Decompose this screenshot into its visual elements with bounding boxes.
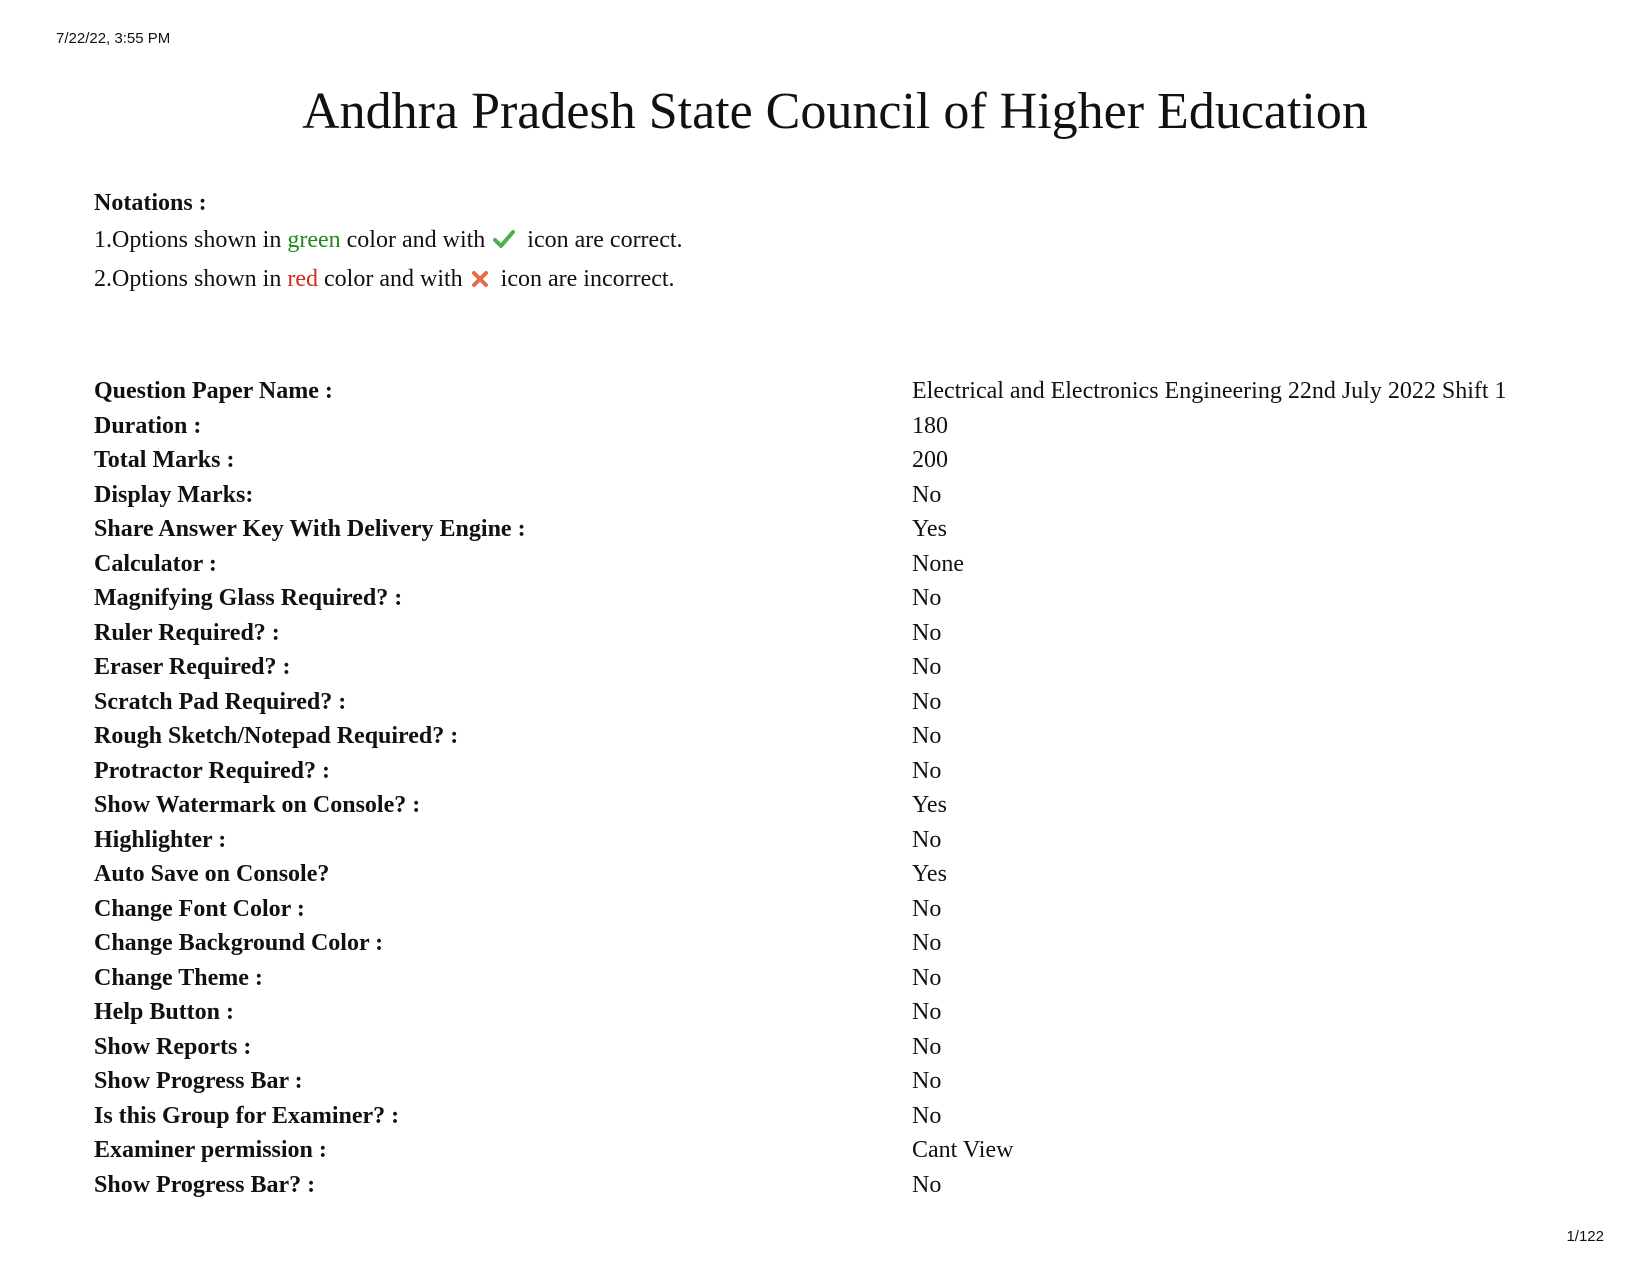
info-row xyxy=(94,478,1507,513)
info-value: No xyxy=(912,619,942,646)
info-value: No xyxy=(912,481,942,508)
info-label: Show Watermark on Console? : xyxy=(94,792,421,818)
info-value: 200 xyxy=(912,447,948,473)
notations-heading: Notations : xyxy=(94,190,207,216)
notation-correct-prefix: 1.Options shown in xyxy=(94,227,288,253)
info-row xyxy=(94,547,1507,582)
info-row xyxy=(94,995,1507,1030)
info-row xyxy=(94,857,1507,892)
info-label: Calculator : xyxy=(94,550,217,577)
page-number: 1/122 xyxy=(1566,1228,1604,1245)
info-row xyxy=(94,1168,1507,1203)
info-row xyxy=(94,1064,1507,1099)
print-datetime: 7/22/22, 3:55 PM xyxy=(56,30,171,47)
info-row xyxy=(94,443,1507,478)
info-label: Duration : xyxy=(94,412,202,439)
info-value: Yes xyxy=(912,861,947,887)
info-label: Ruler Required? : xyxy=(94,619,280,646)
info-value: None xyxy=(912,550,964,577)
info-label: Show Progress Bar? : xyxy=(94,1171,316,1198)
info-label: Magnifying Glass Required? : xyxy=(94,585,403,611)
green-color-word: green xyxy=(287,227,341,253)
notation-incorrect xyxy=(94,261,683,300)
info-value: No xyxy=(912,585,942,611)
info-row xyxy=(94,409,1507,444)
info-row xyxy=(94,1133,1507,1168)
info-row xyxy=(94,616,1507,651)
paper-info-table xyxy=(94,374,1507,1202)
notations-section xyxy=(94,185,683,300)
info-value: No xyxy=(912,723,942,749)
info-value: No xyxy=(912,826,942,853)
info-label: Display Marks: xyxy=(94,481,254,508)
info-value: Electrical and Electronics Engineering 22nd July 2022 Shift 1 xyxy=(912,378,1507,404)
info-value: No xyxy=(912,1068,942,1094)
info-label: Total Marks : xyxy=(94,447,235,473)
info-row xyxy=(94,581,1507,616)
info-row xyxy=(94,823,1507,858)
info-label: Eraser Required? : xyxy=(94,654,291,680)
info-value: No xyxy=(912,1033,942,1060)
info-label: Auto Save on Console? xyxy=(94,861,330,887)
info-row xyxy=(94,719,1507,754)
info-row xyxy=(94,892,1507,927)
info-row xyxy=(94,650,1507,685)
info-value: Cant View xyxy=(912,1137,1014,1163)
info-label: Change Background Color : xyxy=(94,930,384,956)
info-row xyxy=(94,1099,1507,1134)
info-label: Show Reports : xyxy=(94,1033,252,1060)
info-row xyxy=(94,374,1507,409)
info-value: No xyxy=(912,999,942,1025)
info-row xyxy=(94,926,1507,961)
page-title: Andhra Pradesh State Council of Higher Education xyxy=(302,83,1368,140)
checkmark-icon xyxy=(493,224,515,261)
info-label: Examiner permission : xyxy=(94,1137,327,1163)
info-value: No xyxy=(912,964,942,991)
info-label: Scratch Pad Required? : xyxy=(94,688,347,715)
info-label: Change Font Color : xyxy=(94,895,305,922)
notation-correct-suffix: icon are correct. xyxy=(521,227,683,253)
cross-icon xyxy=(471,263,489,300)
red-color-word: red xyxy=(287,266,319,292)
info-row xyxy=(94,512,1507,547)
info-label: Help Button : xyxy=(94,999,235,1025)
notation-correct-middle: color and with xyxy=(340,227,492,253)
notation-incorrect-suffix: icon are incorrect. xyxy=(494,266,675,292)
notation-correct xyxy=(94,222,683,261)
info-row xyxy=(94,961,1507,996)
info-value: 180 xyxy=(912,412,948,439)
info-label: Change Theme : xyxy=(94,964,263,991)
info-label: Highlighter : xyxy=(94,826,227,853)
notation-incorrect-middle: color and with xyxy=(318,266,469,292)
info-row xyxy=(94,685,1507,720)
notation-incorrect-prefix: 2.Options shown in xyxy=(94,266,288,292)
info-value: Yes xyxy=(912,792,947,818)
info-value: Yes xyxy=(912,516,947,542)
info-value: No xyxy=(912,654,942,680)
info-label: Show Progress Bar : xyxy=(94,1068,303,1094)
info-row xyxy=(94,754,1507,789)
info-label: Protractor Required? : xyxy=(94,757,330,784)
info-value: No xyxy=(912,895,942,922)
info-label: Question Paper Name : xyxy=(94,378,333,404)
info-value: No xyxy=(912,1102,942,1129)
info-value: No xyxy=(912,757,942,784)
info-row xyxy=(94,1030,1507,1065)
info-label: Rough Sketch/Notepad Required? : xyxy=(94,723,459,749)
info-label: Is this Group for Examiner? : xyxy=(94,1102,400,1129)
info-label: Share Answer Key With Delivery Engine : xyxy=(94,516,526,542)
info-value: No xyxy=(912,930,942,956)
info-value: No xyxy=(912,688,942,715)
info-row xyxy=(94,788,1507,823)
info-value: No xyxy=(912,1171,942,1198)
